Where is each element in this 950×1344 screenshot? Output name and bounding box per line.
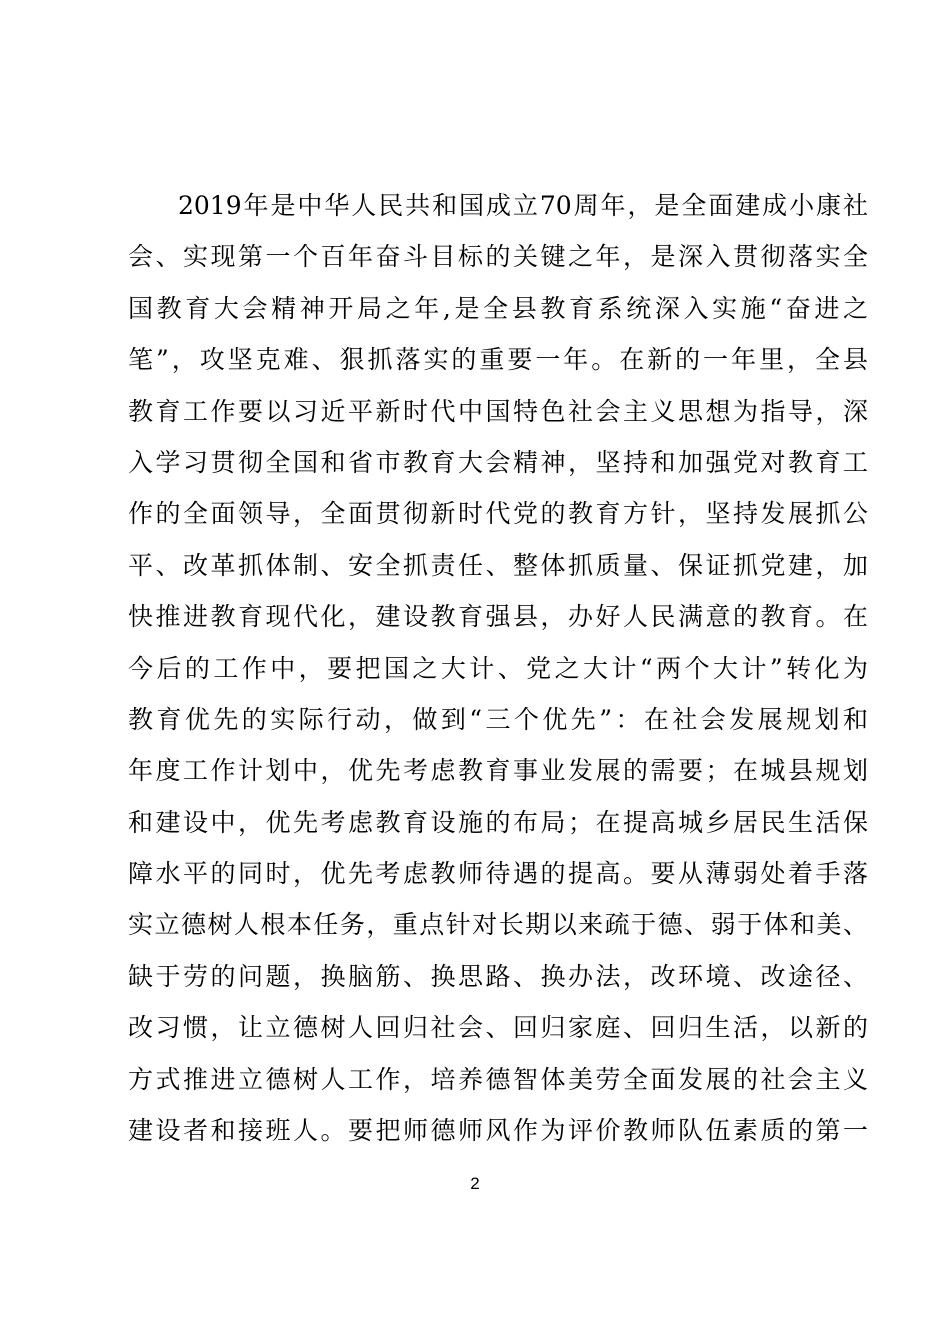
paragraph-line: 笔”，攻坚克难、狠抓落实的重要一年。在新的一年里，全县 [128,345,868,375]
paragraph-line: 国教育大会精神开局之年,是全县教育系统深入实施“奋进之 [128,293,868,323]
paragraph-line: 2019年是中华人民共和国成立70周年，是全面建成小康社 [178,191,868,220]
paragraph-line: 方式推进立德树人工作，培养德智体美劳全面发展的社会主义 [128,1064,868,1094]
paragraph-line: 建设者和接班人。要把师德师风作为评价教师队伍素质的第一 [128,1116,868,1146]
paragraph-line: 教育工作要以习近平新时代中国特色社会主义思想为指导，深 [128,396,868,426]
paragraph-line: 改习惯，让立德树人回归社会、回归家庭、回归生活，以新的 [128,1013,868,1043]
paragraph-line: 今后的工作中，要把国之大计、党之大计“两个大计”转化为 [128,653,868,683]
paragraph-line: 教育优先的实际行动，做到“三个优先”：在社会发展规划和 [128,704,868,734]
paragraph-line: 障水平的同时，优先考虑教师待遇的提高。要从薄弱处着手落 [128,859,868,889]
paragraph-line: 入学习贯彻全国和省市教育大会精神，坚持和加强党对教育工 [128,447,868,477]
paragraph-line: 实立德树人根本任务，重点针对长期以来疏于德、弱于体和美、 [128,910,868,940]
paragraph-line: 会、实现第一个百年奋斗目标的关键之年，是深入贯彻落实全 [128,242,868,272]
body-paragraph [128,180,868,1156]
paragraph-line: 作的全面领导，全面贯彻新时代党的教育方针，坚持发展抓公 [128,499,868,529]
page-number: 2 [470,1174,480,1193]
paragraph-line: 平、改革抓体制、安全抓责任、整体抓质量、保证抓党建，加 [128,550,868,580]
paragraph-line: 年度工作计划中，优先考虑教育事业发展的需要；在城县规划 [128,756,868,786]
paragraph-line: 缺于劳的问题，换脑筋、换思路、换办法，改环境、改途径、 [128,961,868,991]
paragraph-line: 快推进教育现代化，建设教育强县，办好人民满意的教育。在 [128,602,868,632]
paragraph-line: 和建设中，优先考虑教育设施的布局；在提高城乡居民生活保 [128,807,868,837]
